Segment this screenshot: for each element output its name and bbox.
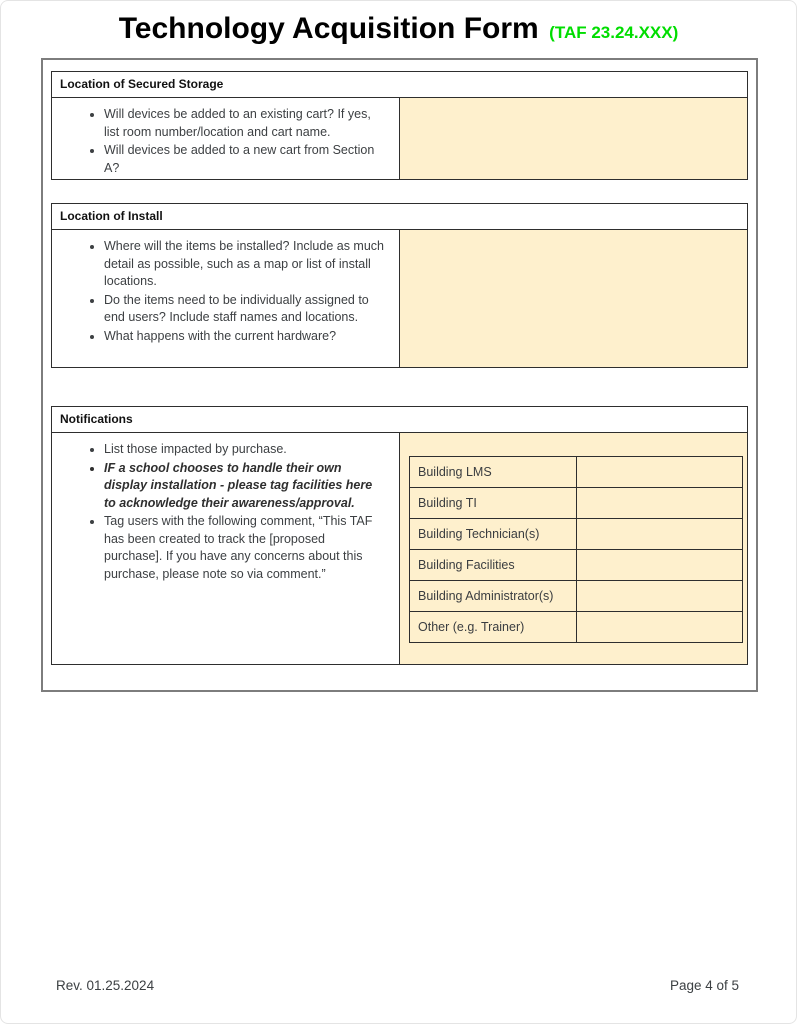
secured-storage-questions xyxy=(52,98,399,179)
form-title-tag: (TAF 23.24.XXX) xyxy=(549,23,679,42)
notify-label-cell: Building Administrator(s) xyxy=(410,581,577,612)
table-row xyxy=(410,488,743,519)
notify-value-cell[interactable] xyxy=(576,581,742,612)
notify-label-cell: Building Facilities xyxy=(410,550,577,581)
question-bullet: • Will devices be added to a new cart from Section A? xyxy=(104,142,385,177)
section-install-location xyxy=(51,203,748,368)
notify-label-cell: Building LMS xyxy=(410,457,577,488)
notify-value-cell[interactable] xyxy=(576,612,742,643)
form-title: Technology Acquisition Form xyxy=(118,12,539,45)
notify-value-cell[interactable] xyxy=(576,488,742,519)
install-location-answer-field[interactable] xyxy=(399,230,747,367)
section-header-notifications: Notifications xyxy=(52,407,747,433)
question-bullet: • List those impacted by purchase. xyxy=(104,441,385,459)
notify-label-cell: Building TI xyxy=(410,488,577,519)
page-number: Page 4 of 5 xyxy=(669,978,739,993)
page-title xyxy=(1,12,796,46)
notify-value-cell[interactable] xyxy=(576,550,742,581)
table-row xyxy=(410,519,743,550)
question-bullet: • What happens with the current hardware? xyxy=(104,328,385,346)
question-bullet: • Where will the items be installed? Include as much detail as possible, such as a map or list of install locations. xyxy=(104,238,385,291)
notification-contacts-table xyxy=(409,456,743,643)
table-row xyxy=(410,457,743,488)
notify-label-cell: Other (e.g. Trainer) xyxy=(410,612,577,643)
revision-date: Rev. 01.25.2024 xyxy=(56,978,155,993)
secured-storage-answer-field[interactable] xyxy=(399,98,747,179)
notify-value-cell[interactable] xyxy=(576,457,742,488)
question-bullet: • Do the items need to be individually assigned to end users? Include staff names and locations. xyxy=(104,292,385,327)
notify-value-cell[interactable] xyxy=(576,519,742,550)
install-location-questions xyxy=(52,230,399,367)
question-bullet-emphasis: • IF a school chooses to handle their own display installation - please tag facilities here to acknowledge their awareness/approval. xyxy=(104,460,385,513)
section-header-install-location: Location of Install xyxy=(52,204,747,230)
table-row xyxy=(410,550,743,581)
question-bullet: • Tag users with the following comment, “This TAF has been created to track the [proposed purchase]. If you have any concerns about this purchase, please note so via comment.” xyxy=(104,513,385,583)
notifications-answer-area xyxy=(399,433,747,664)
notify-label-cell: Building Technician(s) xyxy=(410,519,577,550)
question-bullet: • Will devices be added to an existing cart? If yes, list room number/location and cart name. xyxy=(104,106,385,141)
section-header-secured-storage: Location of Secured Storage xyxy=(52,72,747,98)
table-row xyxy=(410,581,743,612)
form-container xyxy=(41,58,758,692)
section-notifications xyxy=(51,406,748,665)
section-secured-storage xyxy=(51,71,748,180)
notifications-questions xyxy=(52,433,399,664)
table-row xyxy=(410,612,743,643)
